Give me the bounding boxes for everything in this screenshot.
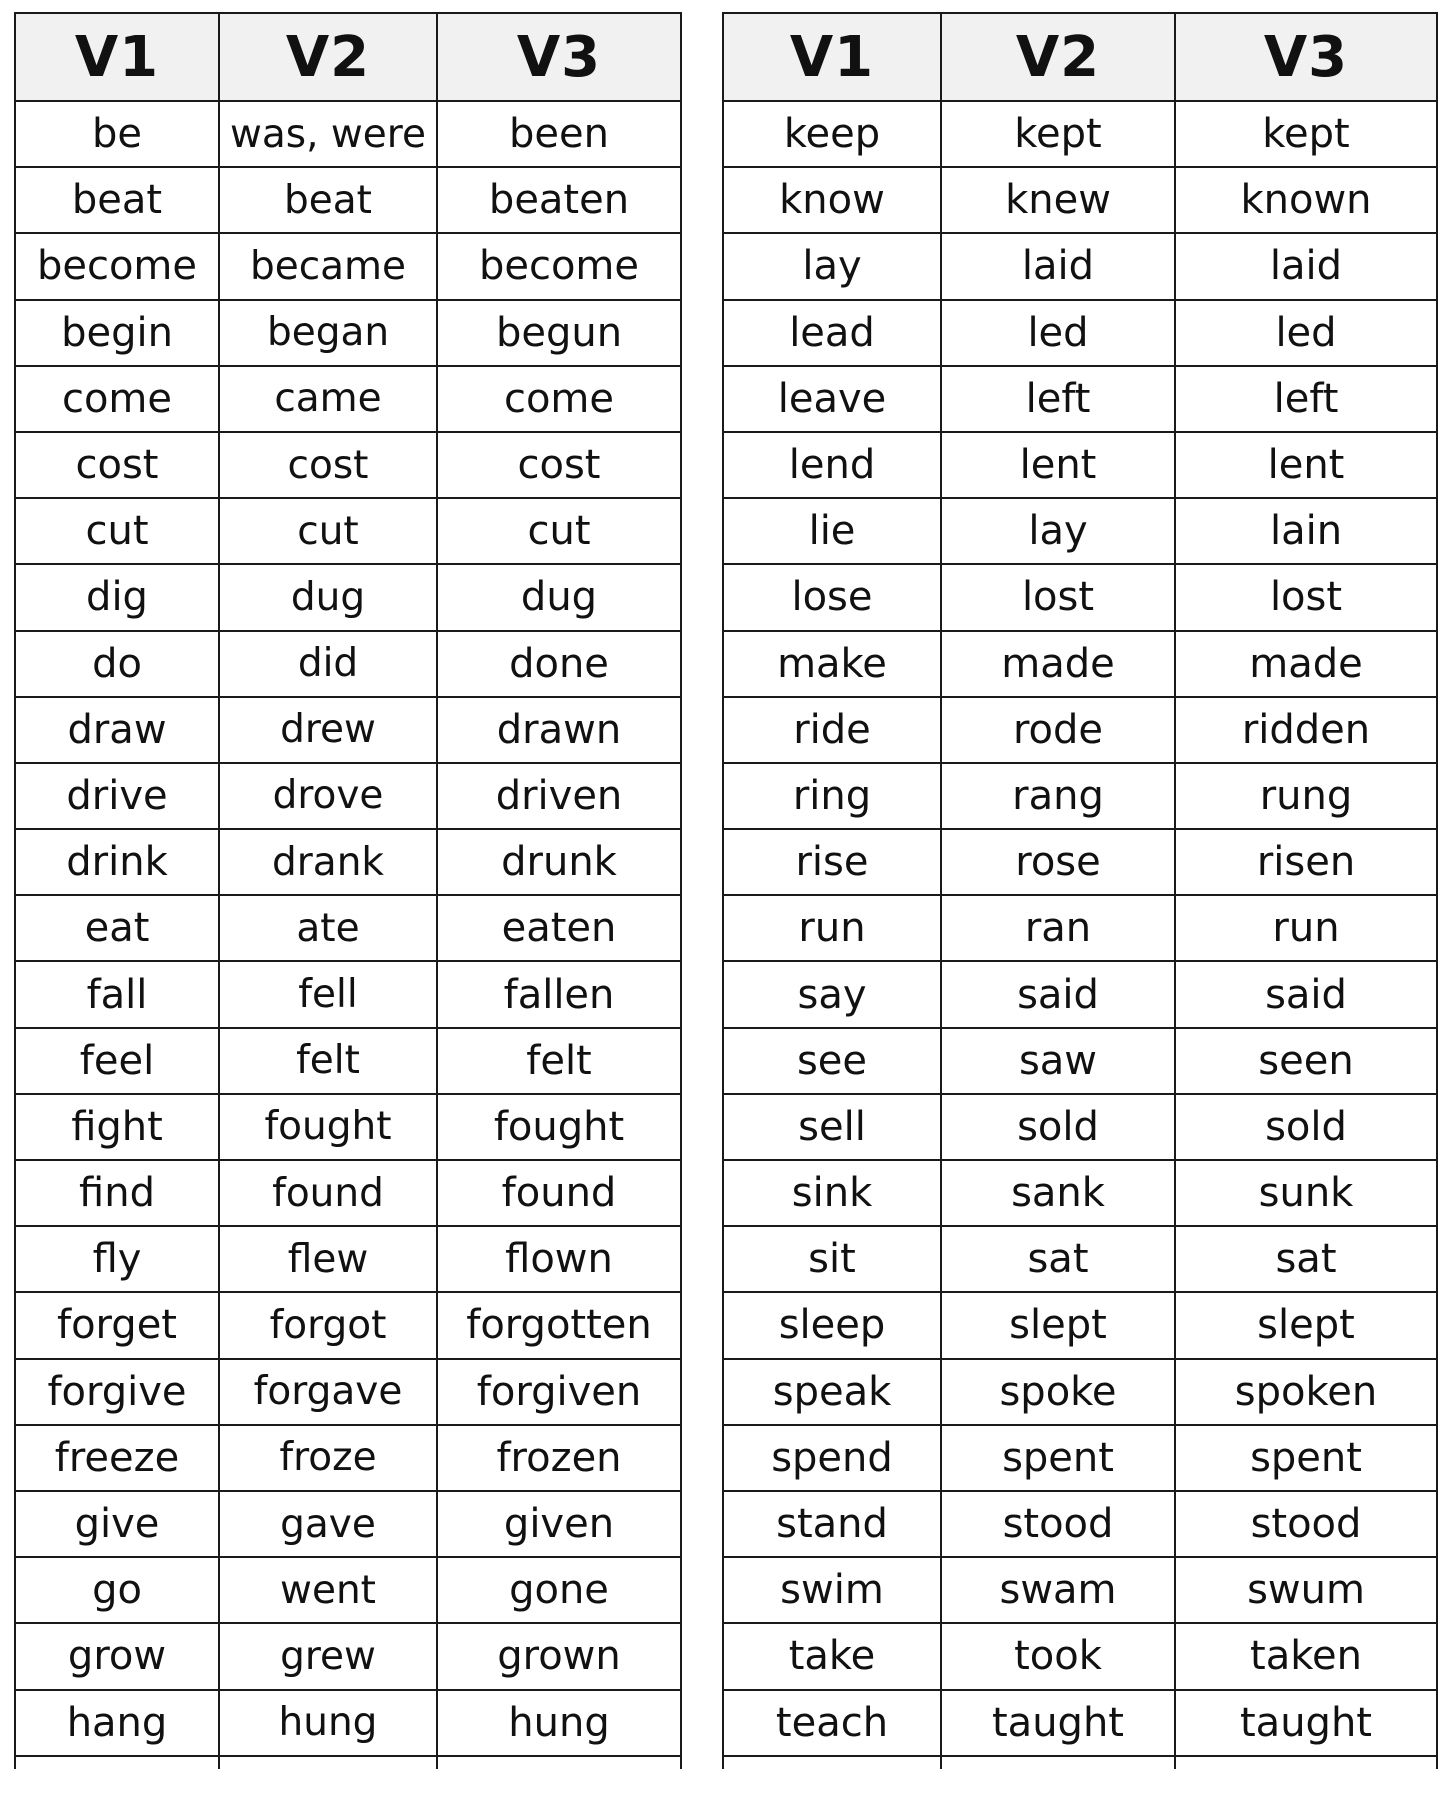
verb-v2-cell: ate bbox=[219, 895, 437, 961]
verb-v1-cell: beat bbox=[15, 167, 219, 233]
verb-v2-cell: swam bbox=[941, 1557, 1175, 1623]
verb-v2-cell: hung bbox=[219, 1690, 437, 1756]
table-row bbox=[723, 1491, 1437, 1557]
verb-v2-cell: stood bbox=[941, 1491, 1175, 1557]
verb-v2-cell: became bbox=[219, 233, 437, 299]
verb-v3-cell: taken bbox=[1175, 1623, 1437, 1689]
verb-v2-cell: felt bbox=[219, 1028, 437, 1094]
verb-v3-cell: made bbox=[1175, 631, 1437, 697]
verb-v2-cell: cost bbox=[219, 432, 437, 498]
verb-v2-cell: said bbox=[941, 961, 1175, 1027]
verb-v1-cell: spend bbox=[723, 1425, 941, 1491]
verb-v2-cell: came bbox=[219, 366, 437, 432]
verb-v1-cell: sit bbox=[723, 1226, 941, 1292]
verb-v1-cell: say bbox=[723, 961, 941, 1027]
header-row bbox=[15, 13, 681, 101]
header-v3: V3 bbox=[437, 13, 681, 101]
verb-v3-cell: known bbox=[1175, 167, 1437, 233]
verb-v3-cell: given bbox=[437, 1491, 681, 1557]
table-row bbox=[723, 366, 1437, 432]
table-row bbox=[723, 1359, 1437, 1425]
verb-v3-cell: forgiven bbox=[437, 1359, 681, 1425]
verb-v2-cell: knew bbox=[941, 167, 1175, 233]
header-v2: V2 bbox=[941, 13, 1175, 101]
verb-v2-cell: gave bbox=[219, 1491, 437, 1557]
verb-v3-cell: begun bbox=[437, 300, 681, 366]
verb-v3-cell: said bbox=[1175, 961, 1437, 1027]
verb-v2-cell: rose bbox=[941, 829, 1175, 895]
verb-v3-cell: lent bbox=[1175, 432, 1437, 498]
verb-v2-cell: kept bbox=[941, 101, 1175, 167]
verb-v2-cell: taught bbox=[941, 1690, 1175, 1756]
verb-v1-cell: cost bbox=[15, 432, 219, 498]
verb-v3-cell: slept bbox=[1175, 1292, 1437, 1358]
verb-v1-cell: drive bbox=[15, 763, 219, 829]
verb-v2-cell: froze bbox=[219, 1425, 437, 1491]
table-row bbox=[723, 1094, 1437, 1160]
table-row bbox=[15, 895, 681, 961]
table-row bbox=[15, 233, 681, 299]
verb-v2-cell: laid bbox=[941, 233, 1175, 299]
header-v2: V2 bbox=[219, 13, 437, 101]
verb-v3-cell: come bbox=[437, 366, 681, 432]
verb-v2-cell: found bbox=[219, 1160, 437, 1226]
verb-v2-cell: flew bbox=[219, 1226, 437, 1292]
verb-v3-cell: hung bbox=[437, 1690, 681, 1756]
verb-v2-cell: began bbox=[219, 300, 437, 366]
verb-v3-cell: left bbox=[1175, 366, 1437, 432]
verb-v1-cell: forgive bbox=[15, 1359, 219, 1425]
table-row bbox=[723, 101, 1437, 167]
verb-v1-cell: dig bbox=[15, 564, 219, 630]
verb-v2-cell: made bbox=[941, 631, 1175, 697]
verb-v2-cell: went bbox=[219, 1557, 437, 1623]
table-row bbox=[15, 300, 681, 366]
verb-v2-cell: sat bbox=[941, 1226, 1175, 1292]
verb-v3-cell: laid bbox=[1175, 233, 1437, 299]
table-row bbox=[723, 564, 1437, 630]
verb-v3-cell: rung bbox=[1175, 763, 1437, 829]
verb-v1-cell: run bbox=[723, 895, 941, 961]
table-row bbox=[15, 498, 681, 564]
verb-v2-cell: drank bbox=[219, 829, 437, 895]
table-row bbox=[723, 961, 1437, 1027]
table-row bbox=[723, 432, 1437, 498]
empty-cell bbox=[941, 1756, 1175, 1769]
table-row bbox=[15, 167, 681, 233]
verb-v1-cell: become bbox=[15, 233, 219, 299]
table-row-cut-off bbox=[723, 1756, 1437, 1769]
verb-v3-cell: drunk bbox=[437, 829, 681, 895]
verb-v3-cell: grown bbox=[437, 1623, 681, 1689]
table-row bbox=[15, 1359, 681, 1425]
verb-v3-cell: cut bbox=[437, 498, 681, 564]
verb-v1-cell: lay bbox=[723, 233, 941, 299]
verb-v3-cell: drawn bbox=[437, 697, 681, 763]
verb-v2-cell: dug bbox=[219, 564, 437, 630]
verb-v1-cell: fall bbox=[15, 961, 219, 1027]
verb-v3-cell: driven bbox=[437, 763, 681, 829]
verb-v1-cell: forget bbox=[15, 1292, 219, 1358]
header-v1: V1 bbox=[15, 13, 219, 101]
table-row bbox=[15, 1160, 681, 1226]
verb-v1-cell: drink bbox=[15, 829, 219, 895]
verb-v2-cell: led bbox=[941, 300, 1175, 366]
verb-table-left bbox=[14, 12, 682, 1769]
table-row bbox=[723, 697, 1437, 763]
table-row bbox=[15, 1690, 681, 1756]
verb-v1-cell: fight bbox=[15, 1094, 219, 1160]
verb-v1-cell: do bbox=[15, 631, 219, 697]
verb-v2-cell: drew bbox=[219, 697, 437, 763]
table-row bbox=[15, 961, 681, 1027]
verb-v3-cell: eaten bbox=[437, 895, 681, 961]
verb-v2-cell: rang bbox=[941, 763, 1175, 829]
table-row bbox=[723, 167, 1437, 233]
verb-v2-cell: ran bbox=[941, 895, 1175, 961]
verb-v1-cell: sink bbox=[723, 1160, 941, 1226]
verb-v1-cell: give bbox=[15, 1491, 219, 1557]
table-row bbox=[723, 1425, 1437, 1491]
table-row bbox=[15, 1226, 681, 1292]
verb-v1-cell: ring bbox=[723, 763, 941, 829]
verb-v1-cell: lie bbox=[723, 498, 941, 564]
verb-v1-cell: cut bbox=[15, 498, 219, 564]
verb-v1-cell: see bbox=[723, 1028, 941, 1094]
table-row bbox=[15, 101, 681, 167]
empty-cell bbox=[15, 1756, 219, 1769]
verb-v1-cell: lend bbox=[723, 432, 941, 498]
verb-v3-cell: fought bbox=[437, 1094, 681, 1160]
table-row bbox=[15, 1491, 681, 1557]
table-row bbox=[723, 300, 1437, 366]
table-row bbox=[15, 366, 681, 432]
verb-v1-cell: teach bbox=[723, 1690, 941, 1756]
table-row bbox=[723, 895, 1437, 961]
verb-v1-cell: eat bbox=[15, 895, 219, 961]
verb-v1-cell: lose bbox=[723, 564, 941, 630]
verb-v3-cell: taught bbox=[1175, 1690, 1437, 1756]
header-row bbox=[723, 13, 1437, 101]
verb-v2-cell: was, were bbox=[219, 101, 437, 167]
verb-v2-cell: took bbox=[941, 1623, 1175, 1689]
table-row bbox=[723, 763, 1437, 829]
verb-v1-cell: find bbox=[15, 1160, 219, 1226]
verb-v3-cell: lain bbox=[1175, 498, 1437, 564]
table-row bbox=[15, 1557, 681, 1623]
verb-v3-cell: spent bbox=[1175, 1425, 1437, 1491]
verb-v2-cell: fell bbox=[219, 961, 437, 1027]
header-v1: V1 bbox=[723, 13, 941, 101]
table-row bbox=[723, 1160, 1437, 1226]
table-row bbox=[15, 1292, 681, 1358]
empty-cell bbox=[437, 1756, 681, 1769]
table-row bbox=[723, 1292, 1437, 1358]
verb-v3-cell: ridden bbox=[1175, 697, 1437, 763]
table-row bbox=[723, 1623, 1437, 1689]
table-row bbox=[723, 233, 1437, 299]
verb-v3-cell: forgotten bbox=[437, 1292, 681, 1358]
verb-table-right-body bbox=[723, 101, 1437, 1769]
verb-v2-cell: beat bbox=[219, 167, 437, 233]
verb-v3-cell: felt bbox=[437, 1028, 681, 1094]
verb-v1-cell: freeze bbox=[15, 1425, 219, 1491]
verb-v1-cell: sell bbox=[723, 1094, 941, 1160]
table-row bbox=[15, 1094, 681, 1160]
table-row bbox=[723, 498, 1437, 564]
verb-v2-cell: sank bbox=[941, 1160, 1175, 1226]
table-row bbox=[723, 1690, 1437, 1756]
verb-v3-cell: dug bbox=[437, 564, 681, 630]
verb-v3-cell: been bbox=[437, 101, 681, 167]
verb-v2-cell: did bbox=[219, 631, 437, 697]
header-v3: V3 bbox=[1175, 13, 1437, 101]
verb-v3-cell: stood bbox=[1175, 1491, 1437, 1557]
verb-v1-cell: ride bbox=[723, 697, 941, 763]
table-row bbox=[15, 432, 681, 498]
verb-v2-cell: forgave bbox=[219, 1359, 437, 1425]
empty-cell bbox=[1175, 1756, 1437, 1769]
verb-v2-cell: lay bbox=[941, 498, 1175, 564]
verb-v1-cell: go bbox=[15, 1557, 219, 1623]
verb-v2-cell: lost bbox=[941, 564, 1175, 630]
verb-v1-cell: make bbox=[723, 631, 941, 697]
verb-v3-cell: spoken bbox=[1175, 1359, 1437, 1425]
verb-v1-cell: draw bbox=[15, 697, 219, 763]
verb-v2-cell: fought bbox=[219, 1094, 437, 1160]
verb-v1-cell: rise bbox=[723, 829, 941, 895]
table-row bbox=[15, 829, 681, 895]
verb-v2-cell: grew bbox=[219, 1623, 437, 1689]
verb-v1-cell: begin bbox=[15, 300, 219, 366]
verb-v2-cell: left bbox=[941, 366, 1175, 432]
verb-v1-cell: leave bbox=[723, 366, 941, 432]
verb-v2-cell: slept bbox=[941, 1292, 1175, 1358]
table-row bbox=[723, 1226, 1437, 1292]
empty-cell bbox=[723, 1756, 941, 1769]
verb-v1-cell: sleep bbox=[723, 1292, 941, 1358]
verb-v3-cell: sold bbox=[1175, 1094, 1437, 1160]
table-row bbox=[15, 1028, 681, 1094]
verb-v1-cell: speak bbox=[723, 1359, 941, 1425]
table-row-cut-off bbox=[15, 1756, 681, 1769]
verb-v1-cell: fly bbox=[15, 1226, 219, 1292]
table-row bbox=[15, 1623, 681, 1689]
verb-v3-cell: gone bbox=[437, 1557, 681, 1623]
table-row bbox=[15, 697, 681, 763]
verb-v3-cell: frozen bbox=[437, 1425, 681, 1491]
verb-v3-cell: seen bbox=[1175, 1028, 1437, 1094]
verb-table-left-body bbox=[15, 101, 681, 1769]
verb-v2-cell: sold bbox=[941, 1094, 1175, 1160]
verb-v3-cell: cost bbox=[437, 432, 681, 498]
verb-v1-cell: be bbox=[15, 101, 219, 167]
verb-table-right bbox=[722, 12, 1438, 1769]
table-row bbox=[15, 631, 681, 697]
verb-v3-cell: run bbox=[1175, 895, 1437, 961]
verb-v3-cell: risen bbox=[1175, 829, 1437, 895]
verb-v3-cell: done bbox=[437, 631, 681, 697]
verb-v1-cell: keep bbox=[723, 101, 941, 167]
verb-v1-cell: grow bbox=[15, 1623, 219, 1689]
verb-v2-cell: spoke bbox=[941, 1359, 1175, 1425]
table-row bbox=[723, 829, 1437, 895]
verb-v3-cell: flown bbox=[437, 1226, 681, 1292]
verb-v2-cell: saw bbox=[941, 1028, 1175, 1094]
verb-v2-cell: lent bbox=[941, 432, 1175, 498]
verb-v2-cell: forgot bbox=[219, 1292, 437, 1358]
table-row bbox=[15, 763, 681, 829]
verb-v1-cell: stand bbox=[723, 1491, 941, 1557]
table-row bbox=[15, 1425, 681, 1491]
verb-v2-cell: drove bbox=[219, 763, 437, 829]
verb-v3-cell: kept bbox=[1175, 101, 1437, 167]
verb-v3-cell: sunk bbox=[1175, 1160, 1437, 1226]
verb-v2-cell: rode bbox=[941, 697, 1175, 763]
verb-v3-cell: lost bbox=[1175, 564, 1437, 630]
verb-v2-cell: spent bbox=[941, 1425, 1175, 1491]
verb-v3-cell: sat bbox=[1175, 1226, 1437, 1292]
verb-v1-cell: hang bbox=[15, 1690, 219, 1756]
verb-v3-cell: found bbox=[437, 1160, 681, 1226]
empty-cell bbox=[219, 1756, 437, 1769]
verb-v1-cell: feel bbox=[15, 1028, 219, 1094]
table-row bbox=[15, 564, 681, 630]
verb-v3-cell: become bbox=[437, 233, 681, 299]
verb-v3-cell: fallen bbox=[437, 961, 681, 1027]
verb-v3-cell: beaten bbox=[437, 167, 681, 233]
table-row bbox=[723, 1028, 1437, 1094]
verb-v1-cell: swim bbox=[723, 1557, 941, 1623]
verb-v1-cell: lead bbox=[723, 300, 941, 366]
verb-v1-cell: come bbox=[15, 366, 219, 432]
verb-v3-cell: swum bbox=[1175, 1557, 1437, 1623]
verb-v1-cell: know bbox=[723, 167, 941, 233]
verb-v2-cell: cut bbox=[219, 498, 437, 564]
verb-v1-cell: take bbox=[723, 1623, 941, 1689]
table-row bbox=[723, 631, 1437, 697]
verb-v3-cell: led bbox=[1175, 300, 1437, 366]
table-row bbox=[723, 1557, 1437, 1623]
